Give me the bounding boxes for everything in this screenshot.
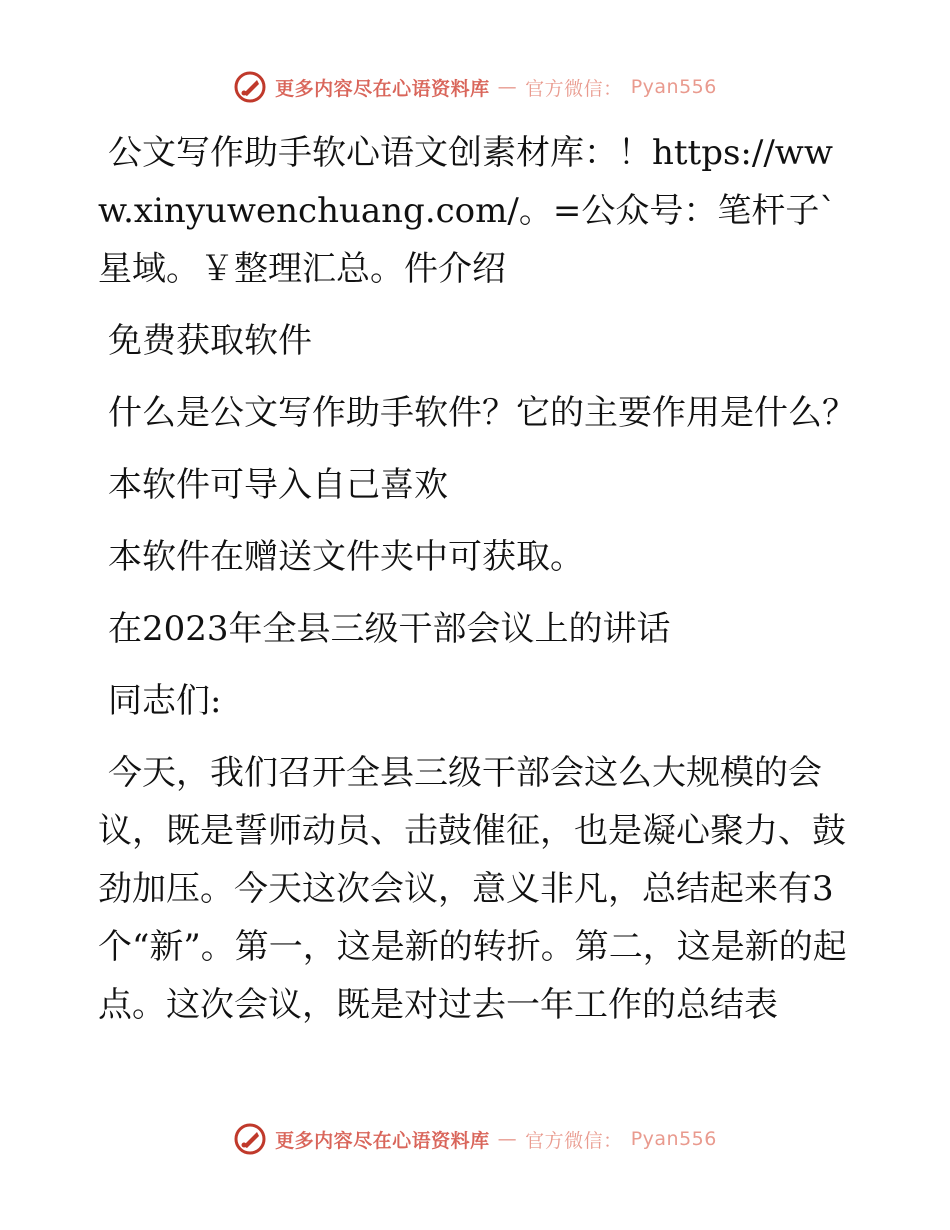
watermark-dash: — bbox=[497, 1128, 518, 1150]
paragraph-free-software: 免费获取软件 bbox=[108, 321, 312, 361]
paragraph-speech-body: 今天，我们召开全县三级干部会这么大规模的会议，既是誓师动员、击鼓催征，也是凝心聚力、鼓劲加压。今天这次会议，意义非凡，总结起来有3个“新”。第一，这是新的转折。第二，这是新的起点。这次会议，既是对过去一年工作的总结表 bbox=[98, 753, 847, 1025]
paragraph-intro: 公文写作助手软心语文创素材库：！https://www.xinyuwenchuang.com/。=公众号：笔杆子`星域。￥整理汇总。件介绍 bbox=[98, 133, 837, 289]
footer-watermark bbox=[0, 1122, 950, 1156]
watermark-suffix-text: 官方微信： bbox=[525, 1129, 623, 1152]
paragraph-folder: 本软件在赠送文件夹中可获取。 bbox=[108, 537, 584, 577]
header-watermark bbox=[0, 70, 950, 104]
speech-title: 在2023年全县三级干部会议上的讲话 bbox=[108, 609, 671, 649]
paragraph-import: 本软件可导入自己喜欢 bbox=[108, 465, 448, 505]
watermark-wechat-id: Pyan556 bbox=[630, 76, 717, 98]
watermark-main-text: 更多内容尽在心语资料库 bbox=[275, 1129, 490, 1152]
paragraph-question: 什么是公文写作助手软件？它的主要作用是什么？ bbox=[108, 393, 856, 433]
watermark-wechat-id: Pyan556 bbox=[630, 1128, 717, 1150]
document-body bbox=[98, 124, 858, 1048]
watermark-suffix-text: 官方微信： bbox=[525, 77, 623, 100]
watermark-dash: — bbox=[497, 76, 518, 98]
quill-seal-icon bbox=[233, 1122, 267, 1156]
quill-seal-icon bbox=[233, 70, 267, 104]
watermark-main-text: 更多内容尽在心语资料库 bbox=[275, 77, 490, 100]
salutation: 同志们: bbox=[108, 681, 222, 721]
